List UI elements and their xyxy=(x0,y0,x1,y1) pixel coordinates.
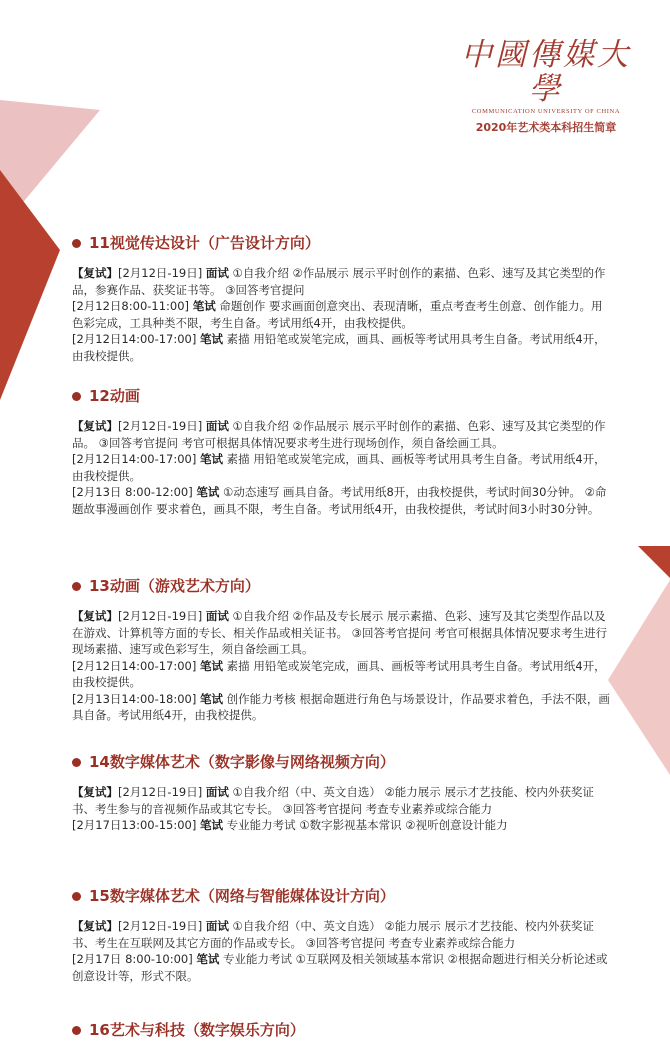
program-section xyxy=(72,752,612,834)
exam-item xyxy=(72,418,612,451)
exam-date: [2月12日8:00-11:00] xyxy=(72,299,190,313)
exam-type: 笔试 xyxy=(200,332,224,346)
exam-item xyxy=(72,817,612,834)
exam-date: [2月12日14:00-17:00] xyxy=(72,658,197,673)
exam-date: [2月17日 8:00-10:00] xyxy=(72,952,193,966)
university-logo: 中國傳媒大學 xyxy=(461,37,631,107)
program-title xyxy=(72,386,612,408)
exam-item xyxy=(72,951,612,984)
program-title-text: 11视觉传达设计（广告设计方向） xyxy=(89,234,320,252)
exam-type: 笔试 xyxy=(200,452,224,466)
program-title-text: 16艺术与科技（数字娱乐方向） xyxy=(89,1021,305,1039)
exam-type: 面试 xyxy=(205,266,229,280)
exam-description: 素描 用铅笔或炭笔完成，画具、画板等考试用具考生自备。考试用纸4开，由我校提供。 xyxy=(72,332,606,363)
exam-date: [2月12日-19日] xyxy=(118,419,203,433)
exam-date: [2月12日-19日] xyxy=(118,785,203,799)
program-section xyxy=(72,886,612,984)
brochure-subtitle: 2020年艺术类本科招生简章 xyxy=(475,121,617,134)
exam-item xyxy=(72,484,612,517)
program-title xyxy=(72,1020,612,1042)
exam-description: ①自我介绍 ②作品展示 展示平时创作的素描、色彩、速写及其它类型的作品，参赛作品、获奖证书等。 ③回答考官提问 xyxy=(72,266,606,297)
bullet-dot-icon xyxy=(72,892,81,901)
exam-date: [2月12日14:00-17:00] xyxy=(72,332,197,346)
program-title-text: 13动画（游戏艺术方向） xyxy=(89,577,260,595)
exam-stage-label: 【复试】 xyxy=(72,419,118,433)
program-details xyxy=(72,418,612,517)
program-title xyxy=(72,886,612,908)
exam-description: 素描 用铅笔或炭笔完成，画具、画板等考试用具考生自备。考试用纸4开，由我校提供。 xyxy=(72,452,606,483)
exam-type: 面试 xyxy=(205,785,229,799)
exam-description: 创作能力考核 根据命题进行角色与场景设计，作品要求着色，手法不限，画具自备。考试用纸4开，由我校提供。 xyxy=(72,691,610,722)
program-title-text: 12动画 xyxy=(89,387,140,405)
exam-description: 专业能力考试 ①数字影视基本常识 ②视听创意设计能力 xyxy=(226,818,508,832)
exam-type: 笔试 xyxy=(200,818,224,832)
program-section xyxy=(72,1020,612,1042)
bullet-dot-icon xyxy=(72,582,81,591)
exam-description: 专业能力考试 ①互联网及相关领域基本常识 ②根据命题进行相关分析论述或创意设计等，形式不限。 xyxy=(72,952,608,983)
exam-stage-label: 【复试】 xyxy=(72,609,118,623)
program-title-text: 14数字媒体艺术（数字影像与网络视频方向） xyxy=(89,753,395,771)
exam-stage-label: 【复试】 xyxy=(72,785,118,799)
program-details xyxy=(72,608,612,724)
bullet-dot-icon xyxy=(72,392,81,401)
program-title xyxy=(72,576,612,598)
exam-stage-label: 【复试】 xyxy=(72,919,118,933)
exam-type: 笔试 xyxy=(196,485,220,499)
exam-date: [2月12日-19日] xyxy=(118,609,203,623)
exam-description: ①自我介绍（中、英文自选） ②能力展示 展示才艺技能、校内外获奖证书、考生在互联网及其它方面的作品或专长。 ③回答考官提问 考查专业素养或综合能力 xyxy=(72,919,594,950)
exam-item xyxy=(72,918,612,951)
program-title-text: 15数字媒体艺术（网络与智能媒体设计方向） xyxy=(89,887,395,905)
exam-type: 笔试 xyxy=(196,952,220,966)
program-details xyxy=(72,784,612,834)
exam-item xyxy=(72,298,612,331)
program-section xyxy=(72,386,612,517)
university-english-name: COMMUNICATION UNIVERSITY OF CHINA xyxy=(471,108,621,115)
exam-type: 面试 xyxy=(205,919,229,933)
exam-item xyxy=(72,608,612,658)
exam-item xyxy=(72,658,612,691)
exam-type: 笔试 xyxy=(200,658,224,673)
exam-type: 面试 xyxy=(205,419,229,433)
exam-date: [2月13日 8:00-12:00] xyxy=(72,485,193,499)
exam-description: 命题创作 要求画面创意突出、表现清晰，重点考查考生创意、创作能力。用色彩完成，工具种类不限，考生自备。考试用纸4开，由我校提供。 xyxy=(72,299,603,330)
exam-item xyxy=(72,265,612,298)
exam-item xyxy=(72,331,612,364)
bullet-dot-icon xyxy=(72,1026,81,1035)
exam-date: [2月12日-19日] xyxy=(118,919,203,933)
exam-date: [2月17日13:00-15:00] xyxy=(72,818,197,832)
exam-stage-label: 【复试】 xyxy=(72,266,118,280)
program-details xyxy=(72,265,612,364)
exam-description: ①自我介绍（中、英文自选） ②能力展示 展示才艺技能、校内外获奖证书、考生参与的音视频作品或其它专长。 ③回答考官提问 考查专业素养或综合能力 xyxy=(72,785,594,816)
program-details xyxy=(72,918,612,984)
program-section xyxy=(72,576,612,724)
exam-date: [2月12日14:00-17:00] xyxy=(72,452,197,466)
exam-type: 笔试 xyxy=(200,691,224,706)
exam-date: [2月12日-19日] xyxy=(118,266,203,280)
program-title xyxy=(72,233,612,255)
exam-item xyxy=(72,451,612,484)
bullet-dot-icon xyxy=(72,239,81,248)
exam-description: ①自我介绍 ②作品展示 展示平时创作的素描、色彩、速写及其它类型的作品。 ③回答考官提问 考官可根据具体情况要求考生进行现场创作，须自备绘画工具。 xyxy=(72,419,606,450)
exam-description: ①动态速写 画具自备。考试用纸8开，由我校提供，考试时间30分钟。 ②命题故事漫画创作 要求着色，画具不限，考生自备。考试用纸4开，由我校提供，考试时间3小时30分钟。 xyxy=(72,485,607,516)
program-section xyxy=(72,233,612,364)
exam-description: 素描 用铅笔或炭笔完成，画具、画板等考试用具考生自备。考试用纸4开，由我校提供。 xyxy=(72,658,606,689)
bullet-dot-icon xyxy=(72,758,81,767)
exam-item xyxy=(72,784,612,817)
exam-description: ①自我介绍 ②作品及专长展示 展示素描、色彩、速写及其它类型作品以及在游戏、计算机等方面的专长、相关作品或相关证书。 ③回答考官提问 考官可根据具体情况要求考生进行现场素描、速写或色彩写生，须自备绘画工具。 xyxy=(72,609,608,656)
exam-item xyxy=(72,691,612,724)
university-brand xyxy=(456,38,636,135)
exam-date: [2月13日14:00-18:00] xyxy=(72,691,197,706)
exam-type: 笔试 xyxy=(192,299,216,313)
exam-type: 面试 xyxy=(205,609,229,623)
program-title xyxy=(72,752,612,774)
